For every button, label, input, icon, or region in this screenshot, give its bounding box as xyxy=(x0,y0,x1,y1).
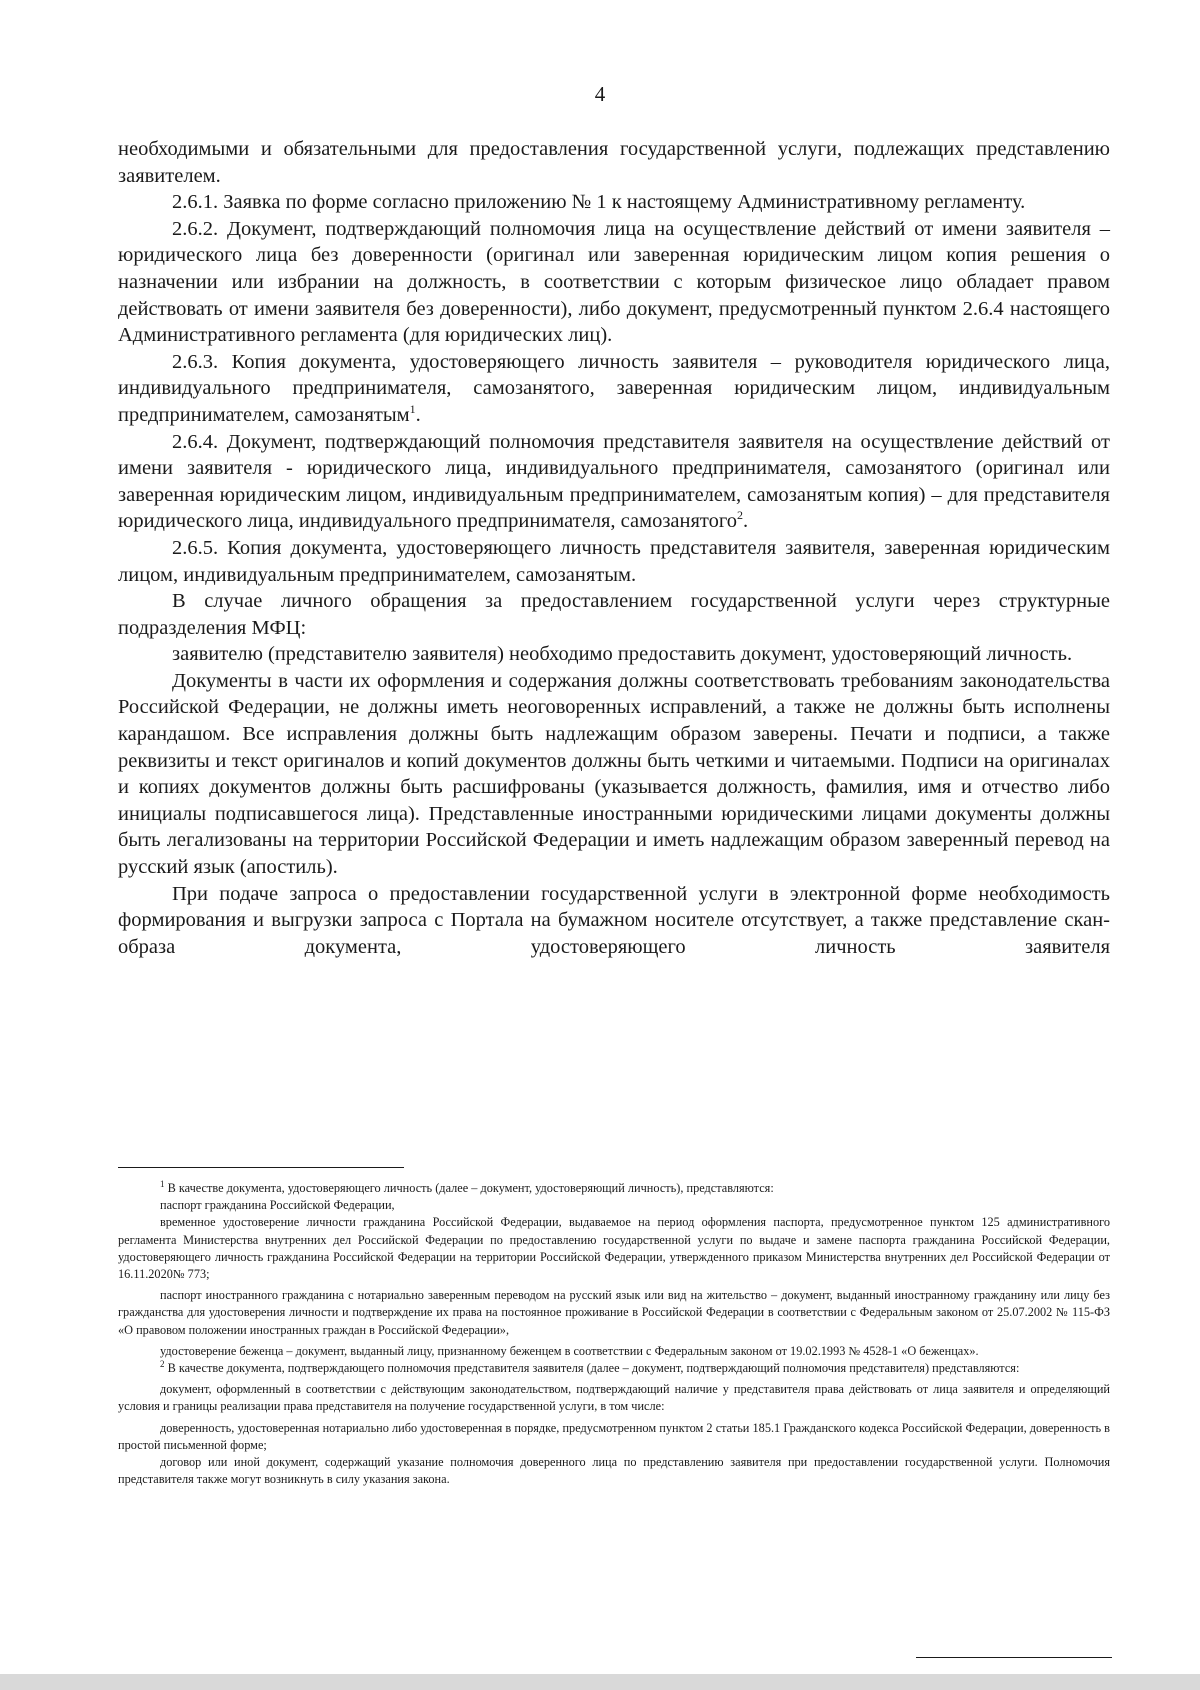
footnote-text: временное удостоверение личности гражданина Российской Федерации, выдаваемое на период оформления паспорта, предусмотренное пунктом 125 административного регламента Министерства внутренних дел Российской Федерации по предоставлению государственной услуги по выдаче и замене паспорта гражданина Российской Федерации, удостоверяющего личность гражданина Российской Федерации на территории Российской Федерации, утвержденного приказом Министерства внутренних дел Российской Федерации от 16.11.2020№ 773; xyxy=(118,1215,1110,1282)
paragraph-tail: . xyxy=(743,510,749,533)
paragraph xyxy=(118,535,1110,588)
footnote-ref: 2 xyxy=(737,508,744,523)
paragraph-text: необходимыми и обязательными для предоставления государственной услуги, подлежащих представлению заявителем. xyxy=(118,138,1110,187)
paragraph xyxy=(118,641,1110,668)
scan-edge xyxy=(0,1674,1200,1690)
footnote-text: паспорт гражданина Российской Федерации, xyxy=(160,1198,395,1213)
paragraph xyxy=(118,429,1110,535)
bottom-rule xyxy=(916,1657,1112,1658)
paragraph-text: 2.6.4. Документ, подтверждающий полномочия представителя заявителя на осуществление действий от имени заявителя - юридического лица, индивидуального предпринимателя, самозанятого (оригинал или заверенная юридическим лицом, индивидуальным предпринимателем, самозанятым копия) – для представителя юридического лица, индивидуального предпринимателя, самозанятого xyxy=(118,430,1110,533)
footnote-text: В качестве документа, удостоверяющего личность (далее – документ, удостоверяющий личность), представляются: xyxy=(164,1181,774,1195)
paragraph-text: 2.6.2. Документ, подтверждающий полномочия лица на осуществление действий от имени заявителя – юридического лица без доверенности (оригинал или заверенная юридическим лицом копия решения о назначении или избрании на должность, в соответствии с которым физическое лицо обладает правом действовать от имени заявителя без доверенности), либо документ, предусмотренный пунктом 2.6.4 настоящего Административного регламента (для юридических лиц). xyxy=(118,217,1110,347)
footnote-text: документ, оформленный в соответствии с действующим законодательством, подтверждающий наличие у представителя права действовать от лица заявителя и определяющий условия и границы реализации права представителя на получение государственной услуги, в том числе: xyxy=(118,1382,1110,1414)
footnote xyxy=(118,1381,1110,1415)
footnote xyxy=(118,1180,1110,1197)
footnotes xyxy=(118,1180,1110,1488)
paragraph xyxy=(118,216,1110,349)
footnote xyxy=(118,1343,1110,1360)
paragraph-text: Документы в части их оформления и содержания должны соответствовать требованиям законодательства Российской Федерации, не должны иметь неоговоренных исправлений, а также не должны быть исполнены карандашом. Все исправления должны быть надлежащим образом заверены. Печати и подписи, а также реквизиты и текст оригиналов и копий документов должны быть четкими и читаемыми. Подписи на оригиналах и копиях документов должны быть расшифрованы (указывается должность, фамилия, имя и отчество либо инициалы подписавшегося лица). Представленные иностранными юридическими лицами документы должны быть легализованы на территории Российской Федерации и иметь надлежащим образом заверенный перевод на русский язык (апостиль). xyxy=(118,669,1110,879)
footnote-text: удостоверение беженца – документ, выданный лицу, признанному беженцем в соответствии с Федеральным законом от 19.02.1993 № 4528-1 «О беженцах». xyxy=(160,1343,979,1358)
paragraph-text: 2.6.3. Копия документа, удостоверяющего личность заявителя – руководителя юридического лица, индивидуального предпринимателя, самозанятого, заверенная юридическим лицом, индивидуальным предпринимателем, самозанятым xyxy=(118,350,1110,426)
footnote xyxy=(118,1420,1110,1454)
paragraph-text: В случае личного обращения за предоставлением государственной услуги через структурные подразделения МФЦ: xyxy=(118,590,1110,639)
footnote-mark: 1 xyxy=(160,1178,165,1189)
paragraph-tail: . xyxy=(415,403,421,426)
footnote-text: доверенность, удостоверенная нотариально либо удостоверенная в порядке, предусмотренном пунктом 2 статьи 185.1 Гражданского кодекса Российской Федерации, доверенность в простой письменной форме; xyxy=(118,1420,1110,1452)
paragraph-text: заявителю (представителю заявителя) необходимо предоставить документ, удостоверяющий личность. xyxy=(172,643,1073,666)
paragraph xyxy=(118,136,1110,189)
paragraph xyxy=(118,189,1110,216)
footnote xyxy=(118,1360,1110,1377)
footnote xyxy=(118,1454,1110,1488)
page-number: 4 xyxy=(594,82,606,106)
footnote-text: договор или иной документ, содержащий указание полномочия доверенного лица по представлению заявителя при предоставлении государственной услуги. Полномочия представителя также могут возникнуть в силу указания закона. xyxy=(118,1455,1110,1487)
paragraph-text: 2.6.5. Копия документа, удостоверяющего личность представителя заявителя, заверенная юридическим лицом, индивидуальным предпринимателем, самозанятым. xyxy=(118,536,1110,586)
paragraph xyxy=(118,668,1110,881)
paragraph xyxy=(118,588,1110,641)
footnote-ref: 1 xyxy=(409,402,416,417)
footnote-mark: 2 xyxy=(160,1358,165,1369)
footnote xyxy=(118,1287,1110,1339)
footnote-text: паспорт иностранного гражданина с нотариально заверенным переводом на русский язык или вид на жительство – документ, выданный иностранному гражданину или лицу без гражданства для удостоверения личности и подтверждение их права на постоянное проживание в Российской Федерации в соответствии с Федеральным законом от 25.07.2002 № 115-ФЗ «О правовом положении иностранных граждан в Российской Федерации», xyxy=(118,1288,1110,1337)
paragraph xyxy=(118,881,1110,961)
paragraph-text: При подаче запроса о предоставлении государственной услуги в электронной форме необходимость формирования и выгрузки запроса с Портала на бумажном носителе отсутствует, а также представление скан-образа документа, удостоверяющего личность заявителя xyxy=(118,882,1110,958)
footnote xyxy=(118,1214,1110,1283)
paragraph xyxy=(118,349,1110,429)
footnote xyxy=(118,1197,1110,1214)
paragraph-text: 2.6.1. Заявка по форме согласно приложению № 1 к настоящему Административному регламенту. xyxy=(172,191,1026,214)
footnote-separator xyxy=(118,1167,404,1168)
footnote-text: В качестве документа, подтверждающего полномочия представителя заявителя (далее – документ, подтверждающий полномочия представителя) представляются: xyxy=(164,1361,1020,1376)
main-text xyxy=(118,136,1110,960)
